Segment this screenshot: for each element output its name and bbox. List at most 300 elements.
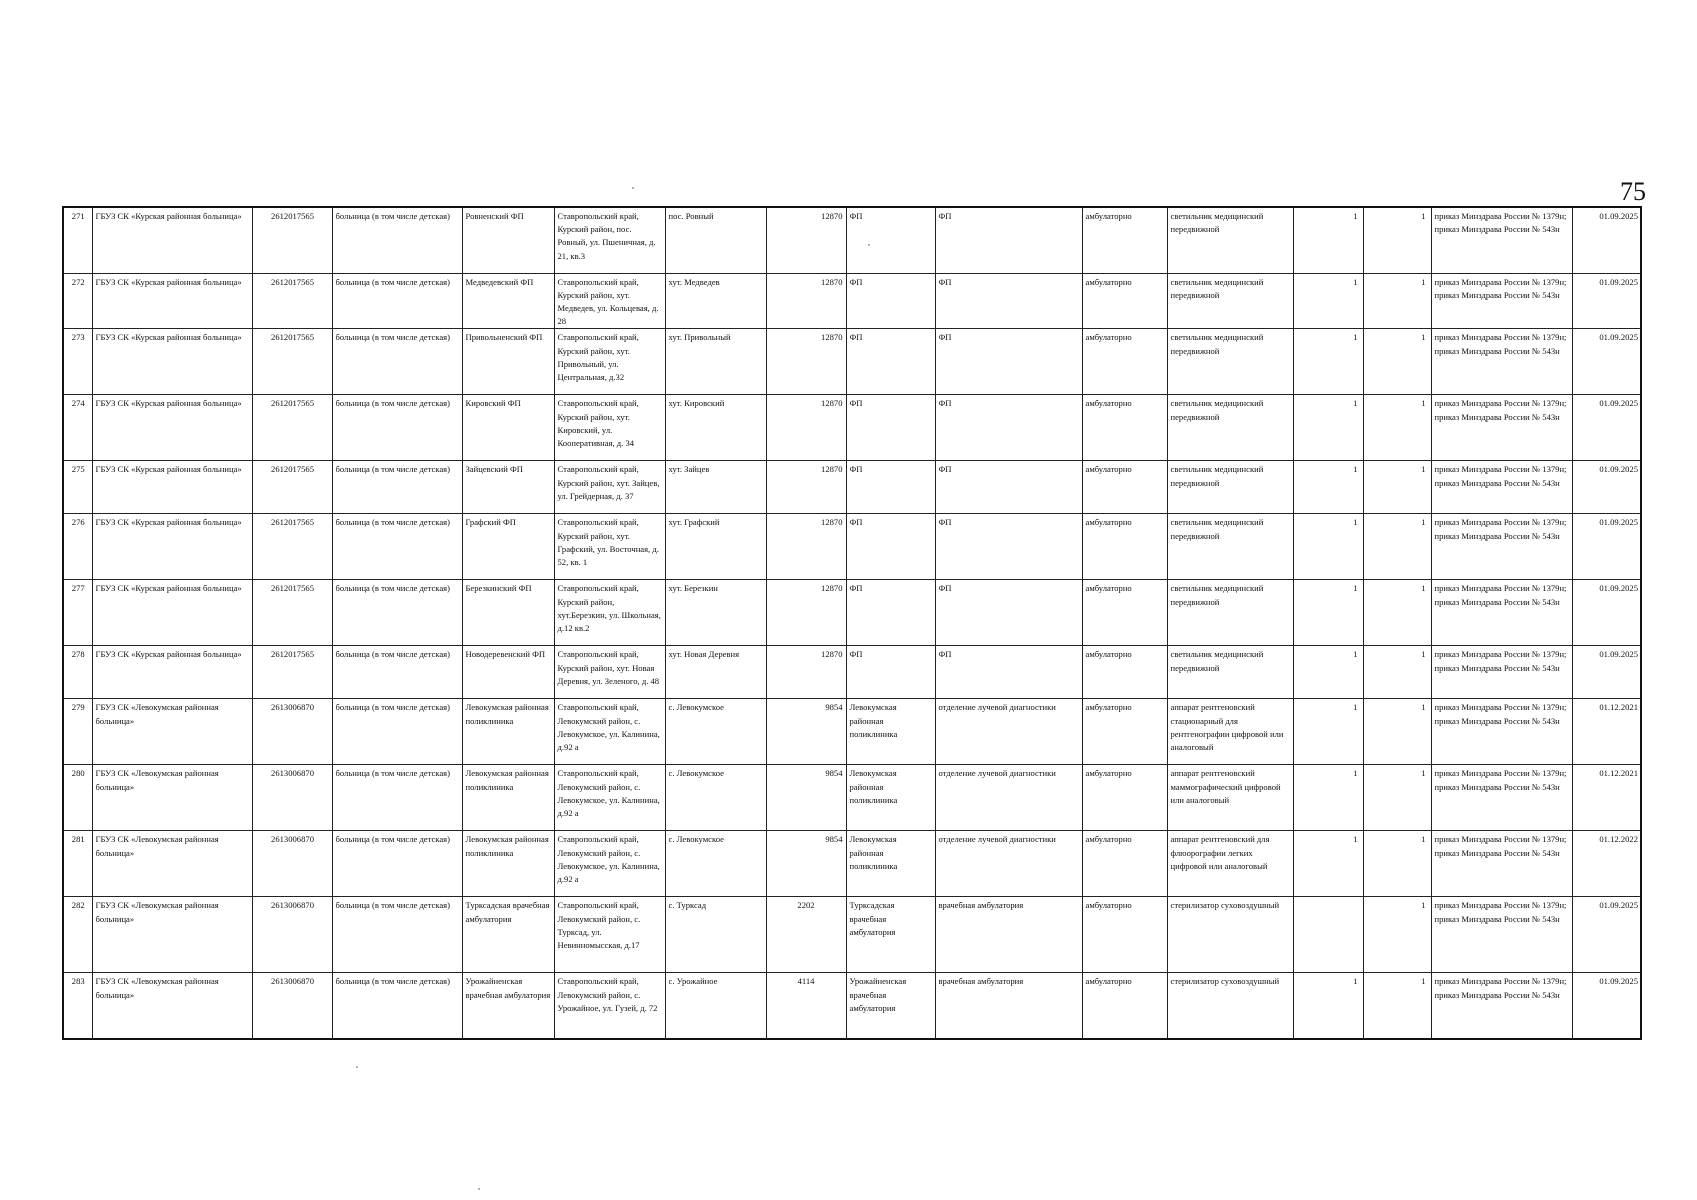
quantity-planned-cell bbox=[1363, 273, 1431, 329]
care-conditions-cell bbox=[1082, 831, 1167, 897]
division-name: Турксадская врачебная амбулатория bbox=[465, 900, 550, 924]
unit-profile: ФП bbox=[938, 211, 952, 221]
quantity-required: 1 bbox=[1353, 464, 1358, 475]
row-number-cell bbox=[63, 973, 92, 1039]
population-count-cell bbox=[766, 973, 846, 1039]
care-conditions: амбулаторно bbox=[1085, 834, 1132, 845]
target-date: 01.12.2022 bbox=[1599, 834, 1638, 845]
quantity-planned-cell bbox=[1363, 831, 1431, 897]
structural-unit: Турксадская врачебная амбулатория bbox=[849, 900, 896, 937]
organization-type: больница (в том числе детская) bbox=[335, 583, 450, 594]
target-date: 01.09.2025 bbox=[1599, 276, 1638, 287]
target-date-cell bbox=[1572, 207, 1641, 273]
quantity-planned: 1 bbox=[1421, 768, 1426, 779]
division-address-cell bbox=[554, 765, 665, 831]
quantity-planned: 1 bbox=[1421, 332, 1426, 343]
legal-basis-cell bbox=[1431, 765, 1572, 831]
care-conditions-cell bbox=[1082, 765, 1167, 831]
structural-unit: ФП bbox=[849, 517, 863, 528]
population-count-cell bbox=[766, 646, 846, 699]
care-conditions: амбулаторно bbox=[1085, 900, 1132, 911]
division-name-cell bbox=[462, 831, 554, 897]
target-date-cell bbox=[1572, 646, 1641, 699]
target-date-cell bbox=[1572, 831, 1641, 897]
structural-unit: ФП bbox=[849, 332, 863, 343]
row-number-cell bbox=[63, 395, 92, 461]
organization-name: ГБУЗ СК «Курская районная больница» bbox=[95, 649, 242, 660]
inn-code: 2612017565 bbox=[271, 276, 314, 287]
quantity-planned: 1 bbox=[1421, 517, 1426, 528]
organization-type: больница (в том числе детская) bbox=[335, 900, 450, 911]
organization-type: больница (в том числе детская) bbox=[335, 211, 450, 221]
target-date-cell bbox=[1572, 273, 1641, 329]
unit-profile-cell bbox=[935, 461, 1082, 514]
equipment-name-cell bbox=[1167, 973, 1293, 1039]
organization-type: больница (в том числе детская) bbox=[335, 276, 450, 287]
inn-code: 2612017565 bbox=[271, 398, 314, 409]
table-row bbox=[63, 973, 1641, 1039]
target-date: 01.09.2025 bbox=[1599, 976, 1638, 987]
quantity-planned-cell bbox=[1363, 897, 1431, 973]
division-name: Левокумская районная поликлиника bbox=[465, 702, 549, 726]
locality-name: с. Турксад bbox=[668, 900, 707, 911]
row-number: 271 bbox=[71, 211, 85, 221]
division-address: Ставропольский край, Курский район, хут. Кировский, ул. Кооперативная, д. 34 bbox=[557, 398, 639, 448]
quantity-required-cell bbox=[1293, 831, 1363, 897]
division-address: Ставропольский край, Левокумский район, с. Турксад, ул. Невинномысская, д.17 bbox=[557, 900, 641, 950]
organization-name: ГБУЗ СК «Левокумская районная больница» bbox=[95, 702, 219, 726]
target-date: 01.09.2025 bbox=[1599, 649, 1638, 660]
population-count: 12870 bbox=[821, 276, 843, 287]
unit-profile-cell bbox=[935, 273, 1082, 329]
table-row bbox=[63, 580, 1641, 646]
unit-profile: отделение лучевой диагностики bbox=[938, 768, 1056, 779]
division-name: Ровненский ФП bbox=[465, 211, 524, 221]
division-address-cell bbox=[554, 831, 665, 897]
target-date-cell bbox=[1572, 765, 1641, 831]
structural-unit-cell bbox=[846, 461, 935, 514]
division-address: Ставропольский край, Левокумский район, с. Левокумское, ул. Калинина, д.92 а bbox=[557, 702, 660, 752]
registry-table-wrapper bbox=[62, 206, 1640, 1040]
quantity-required: 1 bbox=[1353, 649, 1358, 660]
organization-name: ГБУЗ СК «Курская районная больница» bbox=[95, 583, 242, 594]
legal-basis: приказ Минздрава России № 1379н; приказ Минздрава России № 543н bbox=[1434, 583, 1567, 607]
legal-basis-cell bbox=[1431, 699, 1572, 765]
quantity-required: 1 bbox=[1353, 276, 1358, 287]
legal-basis: приказ Минздрава России № 1379н; приказ Минздрава России № 543н bbox=[1434, 517, 1567, 541]
locality-name: хут. Березкин bbox=[668, 583, 718, 594]
inn-code-cell bbox=[252, 973, 332, 1039]
unit-profile: врачебная амбулатория bbox=[938, 976, 1024, 987]
equipment-name-cell bbox=[1167, 765, 1293, 831]
structural-unit: ФП bbox=[849, 398, 863, 409]
target-date: 01.09.2025 bbox=[1599, 211, 1638, 221]
locality-name-cell bbox=[665, 207, 766, 273]
division-address: Ставропольский край, Курский район, хут. Новая Деревня, ул. Зеленого, д. 48 bbox=[557, 649, 660, 686]
organization-name: ГБУЗ СК «Левокумская районная больница» bbox=[95, 976, 219, 1000]
organization-name-cell bbox=[92, 514, 252, 580]
organization-type: больница (в том числе детская) bbox=[335, 517, 450, 528]
locality-name-cell bbox=[665, 646, 766, 699]
inn-code: 2613006870 bbox=[271, 768, 314, 779]
target-date: 01.12.2021 bbox=[1599, 702, 1638, 713]
care-conditions-cell bbox=[1082, 646, 1167, 699]
quantity-required: 1 bbox=[1353, 332, 1358, 343]
division-name: Медведевский ФП bbox=[465, 276, 534, 287]
organization-name: ГБУЗ СК «Левокумская районная больница» bbox=[95, 768, 219, 792]
population-count-cell bbox=[766, 395, 846, 461]
care-conditions: амбулаторно bbox=[1085, 211, 1132, 221]
division-name-cell bbox=[462, 646, 554, 699]
inn-code-cell bbox=[252, 699, 332, 765]
equipment-name: светильник медицинский передвижной bbox=[1170, 211, 1264, 235]
division-address: Ставропольский край, Курский район, пос. Ровный, ул. Пшеничная, д. 21, кв.3 bbox=[557, 211, 656, 261]
organization-type: больница (в том числе детская) bbox=[335, 768, 450, 779]
equipment-name: светильник медицинский передвижной bbox=[1170, 517, 1264, 541]
population-count-cell bbox=[766, 461, 846, 514]
division-name-cell bbox=[462, 897, 554, 973]
locality-name-cell bbox=[665, 580, 766, 646]
division-name-cell bbox=[462, 395, 554, 461]
quantity-planned-cell bbox=[1363, 699, 1431, 765]
equipment-name-cell bbox=[1167, 395, 1293, 461]
inn-code-cell bbox=[252, 831, 332, 897]
target-date-cell bbox=[1572, 395, 1641, 461]
row-number: 272 bbox=[71, 276, 85, 287]
population-count-cell bbox=[766, 897, 846, 973]
page-number: 75 bbox=[1620, 177, 1646, 206]
quantity-planned-cell bbox=[1363, 646, 1431, 699]
care-conditions-cell bbox=[1082, 461, 1167, 514]
inn-code: 2612017565 bbox=[271, 649, 314, 660]
quantity-planned-cell bbox=[1363, 514, 1431, 580]
structural-unit-cell bbox=[846, 897, 935, 973]
locality-name: с. Левокумское bbox=[668, 834, 724, 845]
locality-name-cell bbox=[665, 765, 766, 831]
equipment-name: аппарат рентгеновский стационарный для рентгенографии цифровой или аналоговый bbox=[1170, 702, 1284, 752]
target-date: 01.09.2025 bbox=[1599, 517, 1638, 528]
care-conditions-cell bbox=[1082, 395, 1167, 461]
organization-type: больница (в том числе детская) bbox=[335, 702, 450, 713]
division-address: Ставропольский край, Левокумский район, с. Левокумское, ул. Калинина, д.92 а bbox=[557, 834, 660, 884]
quantity-required: 1 bbox=[1353, 211, 1358, 221]
organization-type-cell bbox=[332, 207, 462, 273]
equipment-name: стерилизатор суховоздушный bbox=[1170, 900, 1280, 911]
quantity-required: 1 bbox=[1353, 398, 1358, 409]
organization-name: ГБУЗ СК «Курская районная больница» bbox=[95, 332, 242, 343]
structural-unit-cell bbox=[846, 514, 935, 580]
row-number-cell bbox=[63, 831, 92, 897]
legal-basis: приказ Минздрава России № 1379н; приказ Минздрава России № 543н bbox=[1434, 211, 1567, 235]
quantity-required: 1 bbox=[1353, 834, 1358, 845]
equipment-name: аппарат рентгеновский для флюорографии легких цифровой или аналоговый bbox=[1170, 834, 1270, 871]
legal-basis-cell bbox=[1431, 897, 1572, 973]
equipment-name: светильник медицинский передвижной bbox=[1170, 276, 1264, 300]
inn-code-cell bbox=[252, 646, 332, 699]
legal-basis-cell bbox=[1431, 207, 1572, 273]
row-number: 281 bbox=[71, 834, 85, 845]
quantity-required-cell bbox=[1293, 207, 1363, 273]
organization-name-cell bbox=[92, 580, 252, 646]
division-name: Левокумская районная поликлиника bbox=[465, 768, 549, 792]
quantity-required-cell bbox=[1293, 646, 1363, 699]
row-number-cell bbox=[63, 329, 92, 395]
registry-table-body bbox=[63, 207, 1641, 1039]
table-row bbox=[63, 395, 1641, 461]
quantity-planned-cell bbox=[1363, 973, 1431, 1039]
division-address-cell bbox=[554, 329, 665, 395]
inn-code: 2612017565 bbox=[271, 464, 314, 475]
target-date-cell bbox=[1572, 514, 1641, 580]
scan-speck bbox=[868, 244, 870, 246]
division-name: Левокумская районная поликлиника bbox=[465, 834, 549, 858]
row-number-cell bbox=[63, 646, 92, 699]
legal-basis-cell bbox=[1431, 514, 1572, 580]
organization-type: больница (в том числе детская) bbox=[335, 834, 450, 845]
division-name-cell bbox=[462, 514, 554, 580]
quantity-planned-cell bbox=[1363, 580, 1431, 646]
division-address-cell bbox=[554, 699, 665, 765]
organization-type-cell bbox=[332, 395, 462, 461]
inn-code-cell bbox=[252, 514, 332, 580]
care-conditions-cell bbox=[1082, 273, 1167, 329]
scan-speck bbox=[478, 1188, 480, 1190]
target-date-cell bbox=[1572, 699, 1641, 765]
inn-code-cell bbox=[252, 461, 332, 514]
row-number: 276 bbox=[71, 517, 85, 528]
locality-name: с. Урожайное bbox=[668, 976, 718, 987]
unit-profile-cell bbox=[935, 765, 1082, 831]
table-row bbox=[63, 831, 1641, 897]
care-conditions: амбулаторно bbox=[1085, 976, 1132, 987]
division-name: Зайцевский ФП bbox=[465, 464, 523, 475]
structural-unit: Урожайненская врачебная амбулатория bbox=[849, 976, 907, 1013]
legal-basis-cell bbox=[1431, 273, 1572, 329]
legal-basis: приказ Минздрава России № 1379н; приказ Минздрава России № 543н bbox=[1434, 276, 1567, 300]
quantity-required: 1 bbox=[1353, 517, 1358, 528]
unit-profile-cell bbox=[935, 207, 1082, 273]
division-address-cell bbox=[554, 514, 665, 580]
structural-unit: Левокумская районная поликлиника bbox=[849, 702, 898, 739]
care-conditions-cell bbox=[1082, 514, 1167, 580]
quantity-required-cell bbox=[1293, 897, 1363, 973]
population-count-cell bbox=[766, 765, 846, 831]
row-number-cell bbox=[63, 765, 92, 831]
division-name-cell bbox=[462, 207, 554, 273]
legal-basis: приказ Минздрава России № 1379н; приказ Минздрава России № 543н bbox=[1434, 900, 1567, 924]
inn-code: 2612017565 bbox=[271, 583, 314, 594]
organization-type-cell bbox=[332, 699, 462, 765]
division-address: Ставропольский край, Левокумский район, с. Левокумское, ул. Калинина, д.92 а bbox=[557, 768, 660, 818]
organization-type-cell bbox=[332, 273, 462, 329]
structural-unit-cell bbox=[846, 395, 935, 461]
organization-name: ГБУЗ СК «Курская районная больница» bbox=[95, 464, 242, 475]
inn-code: 2613006870 bbox=[271, 976, 314, 987]
equipment-name-cell bbox=[1167, 646, 1293, 699]
row-number-cell bbox=[63, 699, 92, 765]
equipment-name-cell bbox=[1167, 699, 1293, 765]
structural-unit-cell bbox=[846, 699, 935, 765]
table-row bbox=[63, 765, 1641, 831]
quantity-planned: 1 bbox=[1421, 211, 1426, 221]
target-date-cell bbox=[1572, 580, 1641, 646]
quantity-required-cell bbox=[1293, 395, 1363, 461]
quantity-required: 1 bbox=[1353, 583, 1358, 594]
equipment-name: светильник медицинский передвижной bbox=[1170, 398, 1264, 422]
population-count-cell bbox=[766, 699, 846, 765]
target-date: 01.09.2025 bbox=[1599, 398, 1638, 409]
care-conditions: амбулаторно bbox=[1085, 332, 1132, 343]
table-row bbox=[63, 514, 1641, 580]
equipment-name-cell bbox=[1167, 461, 1293, 514]
structural-unit-cell bbox=[846, 329, 935, 395]
organization-type-cell bbox=[332, 580, 462, 646]
population-count-cell bbox=[766, 273, 846, 329]
structural-unit: ФП bbox=[849, 464, 863, 475]
unit-profile: отделение лучевой диагностики bbox=[938, 702, 1056, 713]
care-conditions: амбулаторно bbox=[1085, 583, 1132, 594]
organization-name-cell bbox=[92, 329, 252, 395]
row-number: 279 bbox=[71, 702, 85, 713]
organization-type-cell bbox=[332, 765, 462, 831]
care-conditions: амбулаторно bbox=[1085, 702, 1132, 713]
structural-unit: Левокумская районная поликлиника bbox=[849, 768, 898, 805]
organization-name: ГБУЗ СК «Курская районная больница» bbox=[95, 276, 242, 287]
quantity-required-cell bbox=[1293, 580, 1363, 646]
population-count-cell bbox=[766, 207, 846, 273]
table-row bbox=[63, 329, 1641, 395]
quantity-planned-cell bbox=[1363, 329, 1431, 395]
division-address-cell bbox=[554, 273, 665, 329]
population-count: 2202 bbox=[797, 900, 815, 911]
quantity-required-cell bbox=[1293, 329, 1363, 395]
organization-name-cell bbox=[92, 699, 252, 765]
division-name: Кировский ФП bbox=[465, 398, 521, 409]
table-row bbox=[63, 646, 1641, 699]
equipment-name: светильник медицинский передвижной bbox=[1170, 649, 1264, 673]
locality-name: хут. Графский bbox=[668, 517, 720, 528]
unit-profile: ФП bbox=[938, 398, 952, 409]
care-conditions: амбулаторно bbox=[1085, 464, 1132, 475]
inn-code: 2612017565 bbox=[271, 517, 314, 528]
locality-name-cell bbox=[665, 699, 766, 765]
quantity-planned: 1 bbox=[1421, 464, 1426, 475]
inn-code: 2613006870 bbox=[271, 900, 314, 911]
scan-speck bbox=[356, 1066, 358, 1068]
legal-basis-cell bbox=[1431, 973, 1572, 1039]
quantity-planned: 1 bbox=[1421, 649, 1426, 660]
unit-profile-cell bbox=[935, 646, 1082, 699]
population-count-cell bbox=[766, 329, 846, 395]
organization-type-cell bbox=[332, 973, 462, 1039]
population-count: 12870 bbox=[821, 398, 843, 409]
unit-profile: ФП bbox=[938, 464, 952, 475]
division-address-cell bbox=[554, 646, 665, 699]
legal-basis: приказ Минздрава России № 1379н; приказ Минздрава России № 543н bbox=[1434, 834, 1567, 858]
equipment-name-cell bbox=[1167, 273, 1293, 329]
division-name-cell bbox=[462, 273, 554, 329]
inn-code: 2612017565 bbox=[271, 211, 314, 221]
row-number: 273 bbox=[71, 332, 85, 343]
unit-profile: врачебная амбулатория bbox=[938, 900, 1024, 911]
row-number: 274 bbox=[71, 398, 85, 409]
row-number-cell bbox=[63, 207, 92, 273]
legal-basis: приказ Минздрава России № 1379н; приказ Минздрава России № 543н bbox=[1434, 768, 1567, 792]
row-number: 278 bbox=[71, 649, 85, 660]
table-row bbox=[63, 461, 1641, 514]
table-row bbox=[63, 273, 1641, 329]
structural-unit-cell bbox=[846, 207, 935, 273]
division-name-cell bbox=[462, 765, 554, 831]
division-name-cell bbox=[462, 699, 554, 765]
quantity-required-cell bbox=[1293, 461, 1363, 514]
locality-name-cell bbox=[665, 897, 766, 973]
division-name: Новодеревенский ФП bbox=[465, 649, 546, 660]
target-date-cell bbox=[1572, 897, 1641, 973]
organization-type-cell bbox=[332, 461, 462, 514]
population-count: 9854 bbox=[825, 768, 843, 779]
care-conditions: амбулаторно bbox=[1085, 517, 1132, 528]
table-row bbox=[63, 897, 1641, 973]
registry-table bbox=[62, 206, 1642, 1040]
population-count-cell bbox=[766, 514, 846, 580]
division-address: Ставропольский край, Курский район, хут. Графский, ул. Восточная, д. 52, кв. 1 bbox=[557, 517, 659, 567]
legal-basis-cell bbox=[1431, 395, 1572, 461]
legal-basis: приказ Минздрава России № 1379н; приказ Минздрава России № 543н bbox=[1434, 702, 1567, 726]
quantity-required-cell bbox=[1293, 273, 1363, 329]
population-count: 12870 bbox=[821, 464, 843, 475]
locality-name-cell bbox=[665, 395, 766, 461]
division-name-cell bbox=[462, 329, 554, 395]
legal-basis: приказ Минздрава России № 1379н; приказ Минздрава России № 543н bbox=[1434, 976, 1567, 1000]
row-number: 283 bbox=[71, 976, 85, 987]
organization-type: больница (в том числе детская) bbox=[335, 332, 450, 343]
locality-name: хут. Кировский bbox=[668, 398, 725, 409]
locality-name-cell bbox=[665, 461, 766, 514]
target-date-cell bbox=[1572, 973, 1641, 1039]
quantity-required-cell bbox=[1293, 514, 1363, 580]
quantity-planned-cell bbox=[1363, 395, 1431, 461]
organization-type: больница (в том числе детская) bbox=[335, 398, 450, 409]
quantity-required: 1 bbox=[1353, 702, 1358, 713]
care-conditions: амбулаторно bbox=[1085, 768, 1132, 779]
unit-profile-cell bbox=[935, 580, 1082, 646]
row-number: 277 bbox=[71, 583, 85, 594]
care-conditions-cell bbox=[1082, 207, 1167, 273]
legal-basis: приказ Минздрава России № 1379н; приказ Минздрава России № 543н bbox=[1434, 464, 1567, 488]
target-date: 01.09.2025 bbox=[1599, 464, 1638, 475]
organization-type-cell bbox=[332, 831, 462, 897]
legal-basis-cell bbox=[1431, 831, 1572, 897]
locality-name-cell bbox=[665, 514, 766, 580]
equipment-name: светильник медицинский передвижной bbox=[1170, 583, 1264, 607]
equipment-name-cell bbox=[1167, 329, 1293, 395]
organization-name: ГБУЗ СК «Курская районная больница» bbox=[95, 398, 242, 409]
structural-unit-cell bbox=[846, 765, 935, 831]
organization-name-cell bbox=[92, 273, 252, 329]
quantity-planned: 1 bbox=[1421, 834, 1426, 845]
quantity-planned-cell bbox=[1363, 765, 1431, 831]
structural-unit-cell bbox=[846, 273, 935, 329]
unit-profile: ФП bbox=[938, 649, 952, 660]
quantity-planned-cell bbox=[1363, 461, 1431, 514]
locality-name-cell bbox=[665, 273, 766, 329]
row-number-cell bbox=[63, 461, 92, 514]
care-conditions: амбулаторно bbox=[1085, 649, 1132, 660]
target-date: 01.09.2025 bbox=[1599, 583, 1638, 594]
target-date: 01.09.2025 bbox=[1599, 332, 1638, 343]
division-address-cell bbox=[554, 461, 665, 514]
